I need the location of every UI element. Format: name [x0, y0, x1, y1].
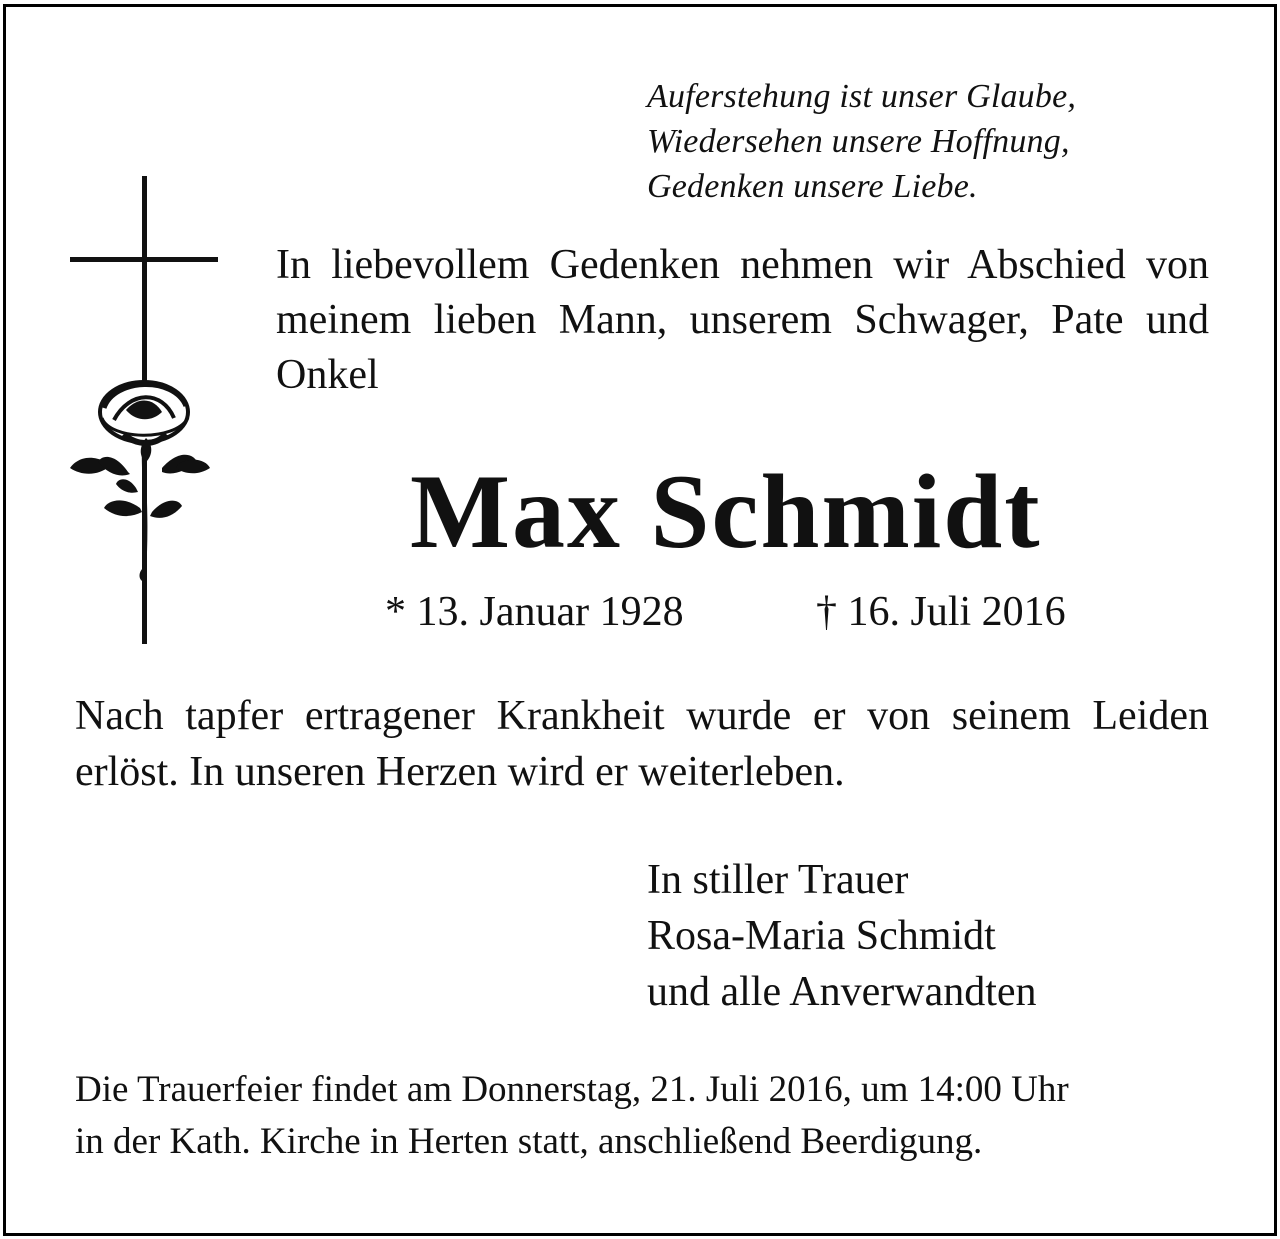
signoff-line-1: In stiller Trauer [647, 857, 909, 903]
birth-date: * 13. Januar 1928 [385, 589, 684, 635]
signoff-line-3: und alle Anverwandten [647, 969, 1037, 1015]
service-line-1: Die Trauerfeier findet am Donnerstag, 21. Juli 2016, um 14:00 Uhr [75, 1069, 1069, 1110]
message-text: Nach tapfer ertragener Krankheit wurde er von seinem Leiden erlöst. In unseren Herzen wird er weiterleben. [75, 693, 1209, 795]
funeral-service-info [75, 1064, 1250, 1168]
service-line-2: in der Kath. Kirche in Herten statt, anschließend Beerdigung. [75, 1121, 983, 1162]
death-date: † 16. Juli 2016 [816, 589, 1066, 635]
signoff-line-2: Rosa-Maria Schmidt [647, 913, 996, 959]
motto-quote [647, 74, 1076, 209]
mourners-signoff [647, 852, 1037, 1020]
deceased-name: Max Schmidt [410, 453, 1042, 570]
intro-text: In liebevollem Gedenken nehmen wir Abschied von meinem lieben Mann, unserem Schwager, Pate und Onkel [276, 242, 1209, 398]
motto-line-1: Auferstehung ist unser Glaube, [647, 78, 1077, 115]
motto-line-3: Gedenken unsere Liebe. [647, 168, 978, 205]
cross-with-rose-icon [66, 172, 226, 650]
motto-line-2: Wiedersehen unsere Hoffnung, [647, 123, 1070, 160]
